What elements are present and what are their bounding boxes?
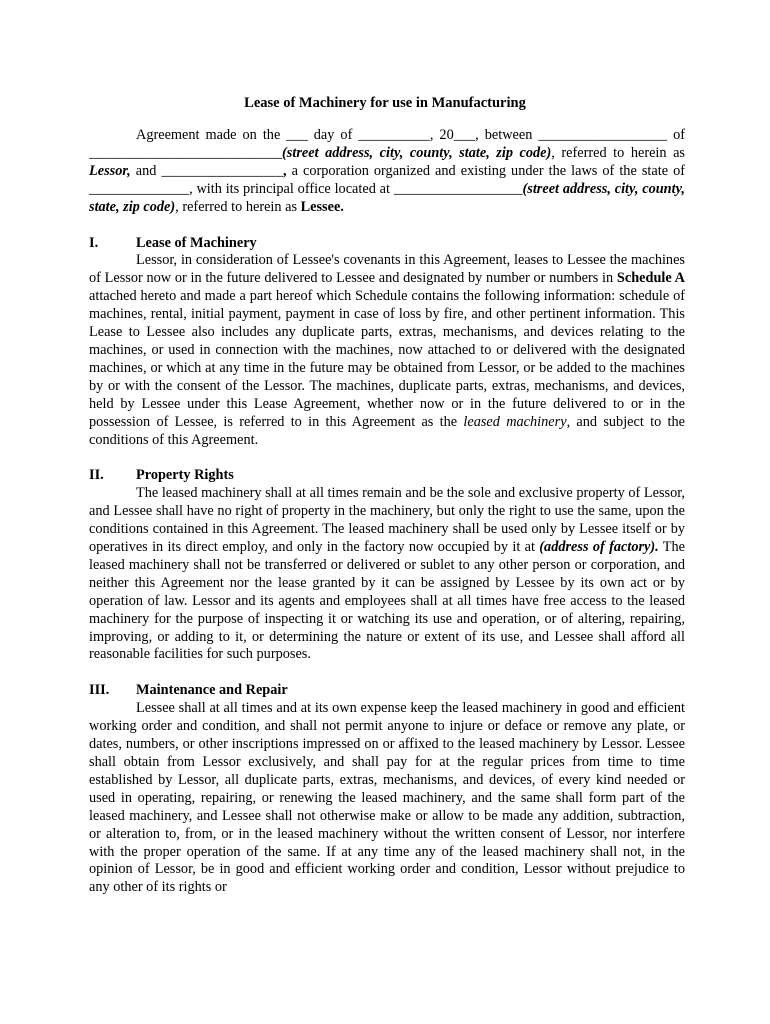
intro-text-3: , referred to herein as <box>551 144 685 161</box>
lessor-address-placeholder: (street address, city, county, state, zip code) <box>282 144 552 161</box>
spacer <box>89 217 685 235</box>
section-2-title: Property Rights <box>136 467 234 484</box>
intro-comma: , <box>282 162 287 179</box>
document-title: Lease of Machinery for use in Manufacturing <box>244 95 526 111</box>
document-body <box>89 127 685 897</box>
section-2-paragraph <box>89 485 685 664</box>
lessor-term: Lessor, <box>89 162 131 179</box>
section-2-number: II. <box>89 467 104 484</box>
intro-text-9: , referred to herein as <box>175 198 301 215</box>
section-2-text-1: The leased machinery shall at all times remain and be the sole and exclusive property of Lessor, and Lessee shall have no right of property in the machinery, but only the right to use the same, upon the conditions contained in this Agreement. The leased machinery shall be used only by Lessee itself or by operatives in its direct employ, and only in the factory now occupied by it at <box>89 485 685 556</box>
section-3-text-1: Lessee shall at all times and at its own expense keep the leased machinery in good and efficient working order and condition, and shall not permit anyone to injure or deface or remove any plate, or dates, numbers, or other inscriptions impressed on or affixed to the leased machinery by Lessor. Lessee shall obtain from Lessor exclusively, and shall pay for at the regular prices from time to time established by Lessor, all duplicate parts, extras, mechanisms, and devices, of every kind needed or used in operating, repairing, or renewing the leased machinery, and the same shall form part of the leased machinery, and Lessee shall not otherwise make or allow to be made any addition, subtraction, or alteration to, from, or in the leased machinery without the written consent of Lessor, nor interfere with the proper operation of the same. If at any time any of the leased machinery shall not, in the opinion of Lessor, be in good and efficient working order and condition, Lessor without prejudice to any other of its rights or <box>89 700 685 896</box>
section-1-number: I. <box>89 234 99 251</box>
section-1-text-5: , and subject to the conditions of this Agreement. <box>89 413 685 448</box>
section-3-heading <box>89 682 685 700</box>
section-1-title: Lease of Machinery <box>136 234 257 251</box>
section-3-number: III. <box>89 682 110 699</box>
section-2-heading <box>89 467 685 485</box>
schedule-a-reference: Schedule A <box>616 270 685 287</box>
intro-paragraph <box>89 127 685 217</box>
section-1-text-3: attached hereto and made a part hereof which Schedule contains the following information: schedule of machines, rental, initial payment, payment in case of loss by fire, and other pertinent information. This Lease to Lessee also includes any duplicate parts, extras, mechanisms, and devices relating to the machines, or used in connection with the machines, now attached to or delivered with the designated machines, or which at any time in the future may be obtained from Lessor, or be added to the machines by or with the consent of the Lessor. The machines, duplicate parts, extras, mechanisms, and devices, held by Lessee under this Lease Agreement, whether now or in the future delivered to or in the possession of Lessee, is referred to in this Agreement as the <box>89 288 685 430</box>
intro-text-1: Agreement made on the ___ day of __________, 20___, between __________________ of ___________________________ <box>89 127 685 161</box>
intro-text-7: a corporation organized and existing under the laws of the state of ______________, with its principal office located at __________________ <box>89 162 685 197</box>
spacer <box>89 449 685 467</box>
factory-address-placeholder: (address of factory). <box>539 539 659 556</box>
section-3-title: Maintenance and Repair <box>136 682 288 699</box>
section-1-text-1: Lessor, in consideration of Lessee's covenants in this Agreement, leases to Lessee the machines of Lessor now or in the future delivered to Lessee and designated by number or numbers in <box>89 252 685 287</box>
intro-text-5: and _________________ <box>130 162 283 179</box>
spacer <box>89 664 685 682</box>
lessee-term: Lessee. <box>300 198 344 215</box>
section-1-paragraph <box>89 252 685 449</box>
leased-machinery-term: leased machinery <box>463 413 567 430</box>
section-3-paragraph <box>89 700 685 897</box>
section-1-heading <box>89 235 685 253</box>
lessee-address-placeholder: (street address, city, county, state, zip code) <box>89 180 685 215</box>
section-2-text-3: The leased machinery shall not be transferred or delivered or sublet to any other person or corporation, and neither this Agreement nor the lease granted by it can be assigned by Lessee by its own act or by operation of law. Lessor and its agents and employees shall at all times have free access to the leased machinery for the purpose of inspecting it or watching its use and operation, or of altering, repairing, improving, or adding to it, or determining the nature or extent of its use, and Lessee shall afford all reasonable facilities for such purposes. <box>89 539 686 663</box>
